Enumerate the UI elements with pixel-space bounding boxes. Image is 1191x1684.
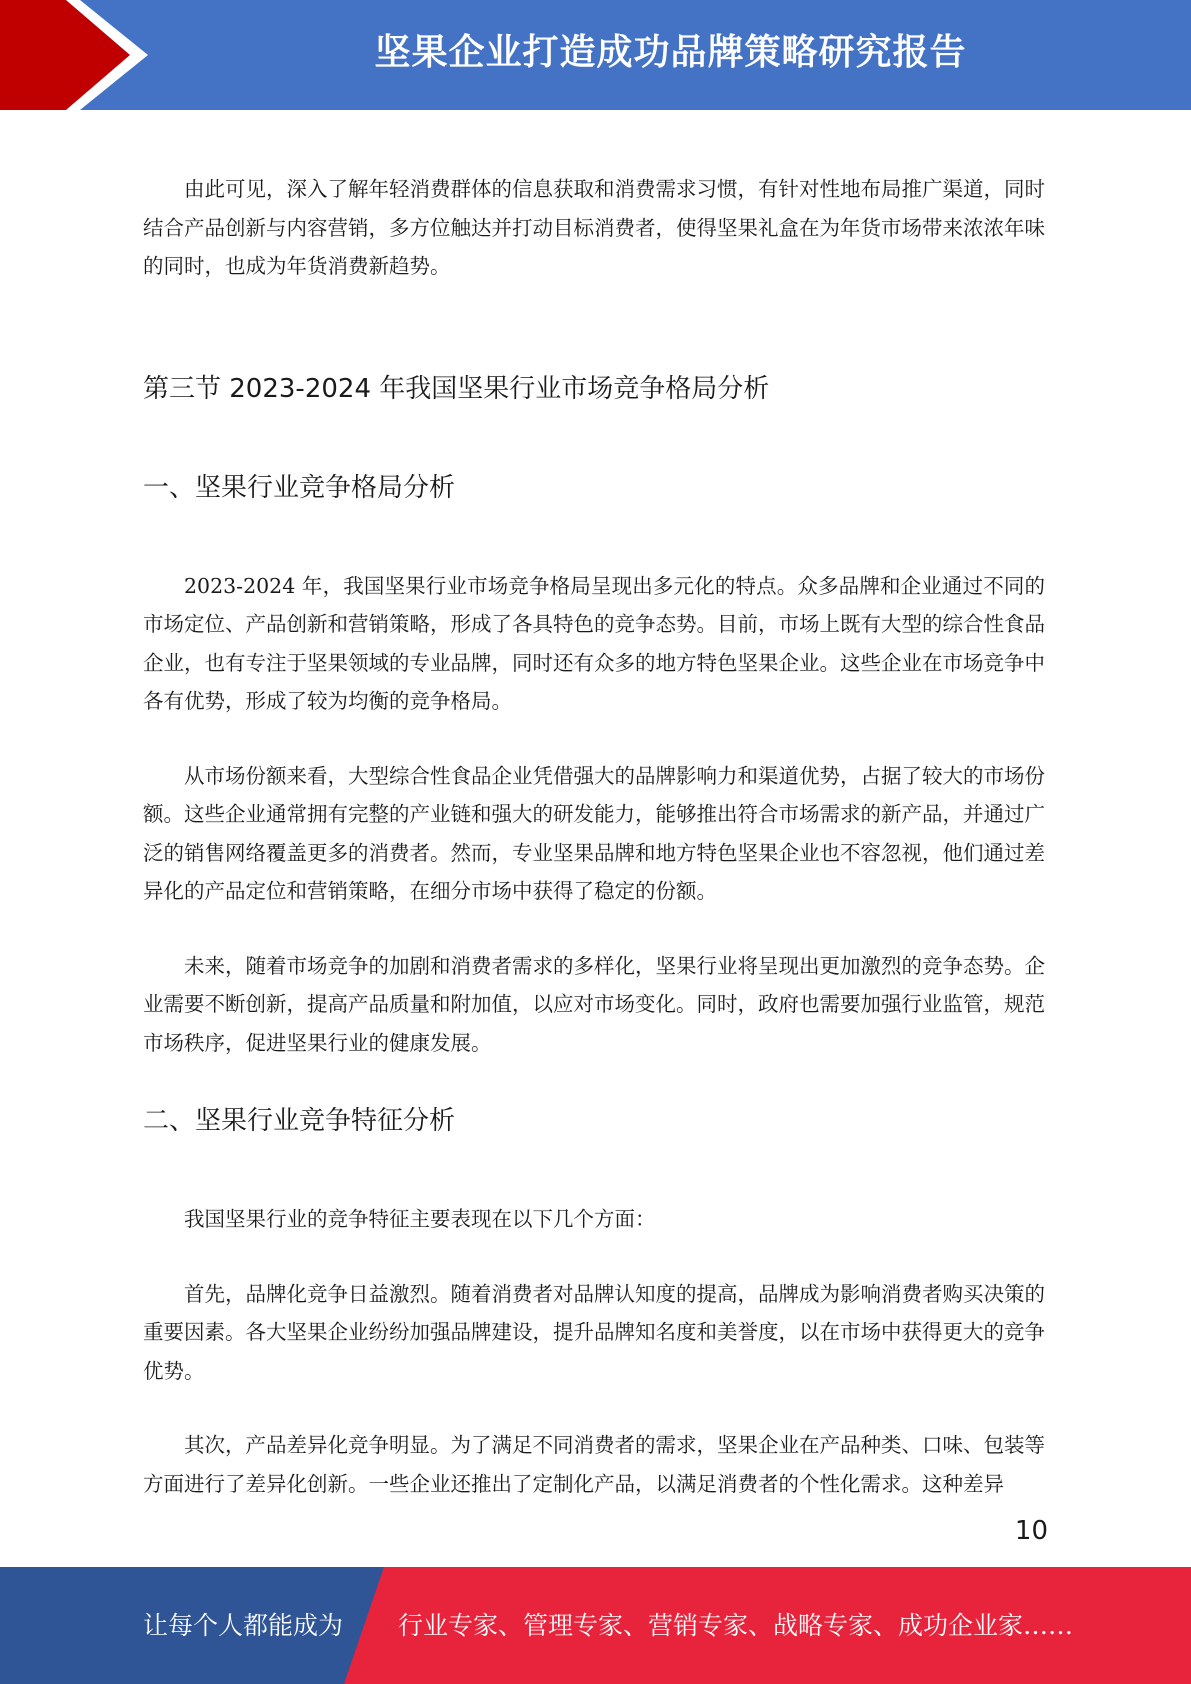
competition-paragraph-3: 未来，随着市场竞争的加剧和消费者需求的多样化，坚果行业将呈现出更加激烈的竞争态势。企业需要不断创新，提高产品质量和附加值，以应对市场变化。同时，政府也需要加强行业监管，规范市场秩序，促进坚果行业的健康发展。 — [143, 953, 1045, 1055]
features-paragraph-1: 首先，品牌化竞争日益激烈。随着消费者对品牌认知度的提高，品牌成为影响消费者购买决策的重要因素。各大坚果企业纷纷加强品牌建设，提升品牌知名度和美誉度，以在市场中获得更大的竞争优势。 — [143, 1281, 1045, 1383]
competition-paragraph-2: 从市场份额来看，大型综合性食品企业凭借强大的品牌影响力和渠道优势，占据了较大的市场份额。这些企业通常拥有完整的产业链和强大的研发能力，能够推出符合市场需求的新产品，并通过广泛的销售网络覆盖更多的消费者。然而，专业坚果品牌和地方特色坚果企业也不容忽视，他们通过差异化的产品定位和营销策略，在细分市场中获得了稳定的份额。 — [143, 763, 1045, 903]
footer-slogan-left: 让每个人都能成为 — [143, 1611, 344, 1640]
page-number: 10 — [1014, 1516, 1048, 1546]
features-paragraph-2: 其次，产品差异化竞争明显。为了满足不同消费者的需求，坚果企业在产品种类、口味、包装等方面进行了差异化创新。一些企业还推出了定制化产品，以满足消费者的个性化需求。这种差异 — [143, 1433, 1045, 1496]
page-header — [0, 0, 1191, 110]
subsection-heading-1: 一、坚果行业竞争格局分析 — [143, 472, 456, 503]
page-footer — [0, 1567, 1191, 1684]
report-title: 坚果企业打造成功品牌策略研究报告 — [374, 32, 967, 73]
intro-paragraph: 由此可见，深入了解年轻消费群体的信息获取和消费需求习惯，有针对性地布局推广渠道，同时结合产品创新与内容营销，多方位触达并打动目标消费者，使得坚果礼盒在为年货市场带来浓浓年味的同时，也成为年货消费新趋势。 — [143, 177, 1045, 278]
subsection-heading-2: 二、坚果行业竞争特征分析 — [143, 1106, 456, 1136]
red-chevron-decoration — [0, 0, 160, 110]
competition-paragraph-1: 2023-2024 年，我国坚果行业市场竞争格局呈现出多元化的特点。众多品牌和企业通过不同的市场定位、产品创新和营销策略，形成了各具特色的竞争态势。目前，市场上既有大型的综合性食品企业，也有专注于坚果领域的专业品牌，同时还有众多的地方特色坚果企业。这些企业在市场竞争中各有优势，形成了较为均衡的竞争格局。 — [143, 573, 1045, 713]
footer-slogan-right: 行业专家、管理专家、营销专家、战略专家、成功企业家…… — [398, 1611, 1074, 1640]
features-intro-paragraph: 我国坚果行业的竞争特征主要表现在以下几个方面： — [184, 1207, 656, 1231]
red-chevron-fill — [0, 0, 130, 110]
section-heading: 第三节 2023-2024 年我国坚果行业市场竞争格局分析 — [143, 373, 770, 404]
page-content — [143, 170, 1045, 1503]
